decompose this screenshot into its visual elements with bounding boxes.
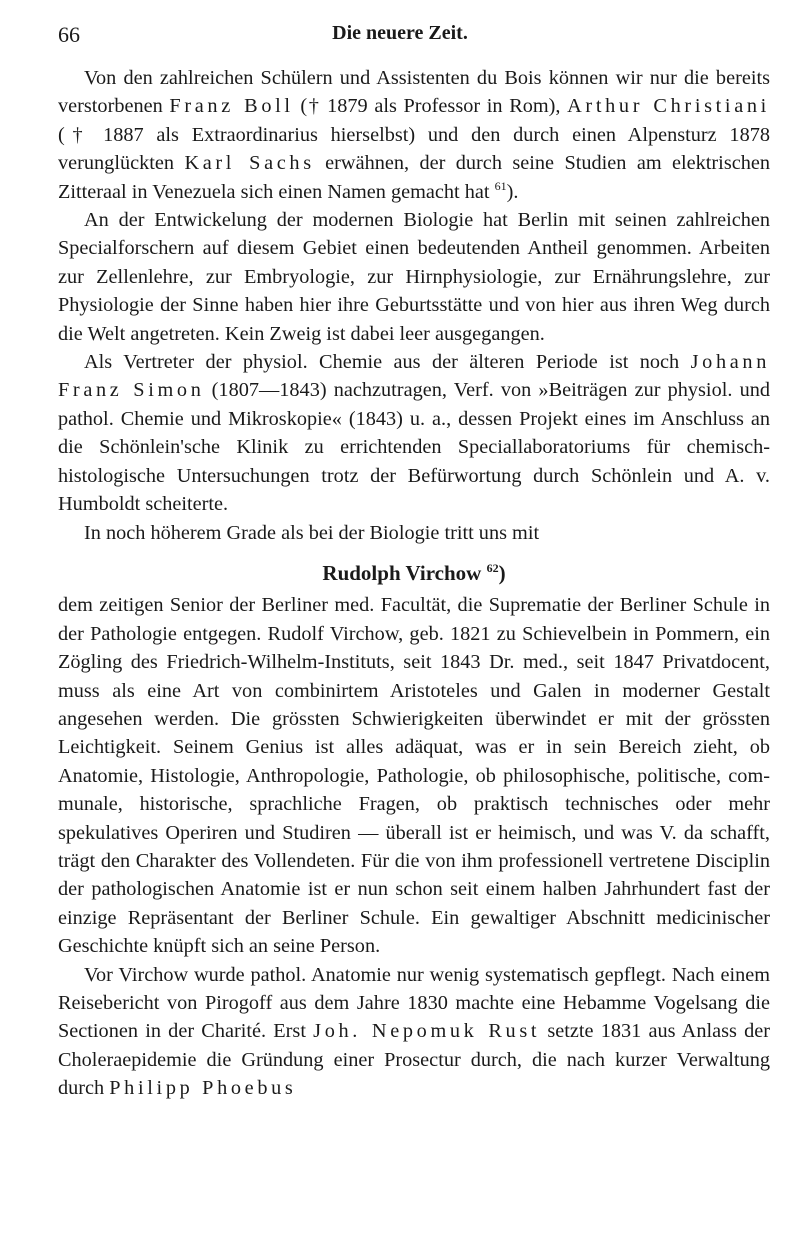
running-title: Die neuere Zeit.	[332, 22, 468, 44]
page-number: 66	[58, 22, 80, 47]
text-run: († 1887 als Extraordinarius hierselbst) und den durch einen Alpensturz 1878 verunglückten	[58, 123, 770, 175]
page-header	[0, 22, 800, 50]
body-text	[58, 64, 770, 1103]
text-run: Als Vertreter der physiol. Chemie aus der älteren Periode ist noch	[84, 351, 691, 374]
text-run: († 1879 als Professor in Rom),	[293, 95, 568, 118]
text-run: Rudolph Virchow	[322, 560, 487, 585]
person-name: Franz Boll	[169, 95, 294, 118]
paragraph	[58, 348, 770, 518]
paragraph	[58, 206, 770, 348]
text-run: setzte 1831 aus Anlass der Choleraepidemie die Gründung einer Prosectur durch, die nach kurzer Verwaltung durch	[58, 1020, 770, 1100]
person-name: Joh. Nepomuk Rust	[313, 1020, 541, 1043]
text-run: )	[498, 560, 506, 585]
paragraph	[58, 64, 770, 206]
text-run: Vor Virchow wurde pathol. Anatomie nur wenig systematisch gepflegt. Nach einem Reisebericht von Pirogoff aus dem Jahre 1830 machte eine Hebamme Vogelsang die Sectionen in der Charité. Erst	[58, 963, 770, 1043]
footnote-ref: 61	[494, 178, 507, 193]
person-name: Johann Franz Simon	[58, 351, 770, 402]
person-name: Karl Sachs	[184, 152, 315, 175]
paragraph	[58, 961, 770, 1103]
text-run: dem zeitigen Senior der Berliner med. Facultät, die Suprematie der Berliner Schule in der Pathologie entgegen. Rudolf Virchow, geb. 1821 zu Schievelbein in Pommern, ein Zögling des Friedrich-Wilhelm-Instituts, seit 1843 Dr. med., seit 1847 Privatdocent, muss als eine Art von combinirtem Aristoteles und Galen in moderner Gestalt angesehen werden. Die grössten Schwierigkeiten überwindet er mit der grössten Leichtigkeit. Seinem Genius ist alles adäquat, was er in sein Bereich zieht, ob Anatomie, Histologie, Anthropologie, Pathologie, ob philosophische, politische, communale, historische, sprachliche Fragen, ob praktisch technisches oder mehr spekulatives Operiren und Studiren — überall ist er heimisch, und was V. da schafft, trägt den Charakter des Vollendeten. Für die von ihm professionell vertretene Disciplin der pathologischen Anatomie ist er nun schon seit einem halben Jahrhundert fast der einzige Repräsentant der Berliner Schule. Ein gewaltiger Abschnitt medicinischer Geschichte knüpft sich an seine Person.	[58, 594, 770, 958]
section-heading	[58, 559, 770, 587]
paragraph	[58, 519, 770, 547]
paragraph	[58, 591, 770, 960]
text-run: erwähnen, der durch seine Studien am elektrischen Zitteraal in Venezuela sich einen Namen gemacht hat	[58, 152, 770, 203]
text-run: ).	[506, 180, 519, 203]
text-run: Von den zahlreichen Schülern und Assistenten du Bois können wir nur die bereits verstorbenen	[58, 67, 770, 118]
text-run: An der Entwickelung der modernen Biologie hat Berlin mit seinen zahlreichen Specialforschern auf diesem Gebiet einen bedeutenden Antheil genommen. Arbeiten zur Zellenlehre, zur Embryologie, zur Hirnphysiologie, zur Ernährungslehre, zur Physiologie der Sinne haben hier ihre Geburtsstätte und von hier aus ihren Weg durch die Welt angetreten. Kein Zweig ist dabei leer ausgegangen.	[58, 209, 770, 345]
person-name: Arthur Christiani	[567, 95, 770, 118]
text-run: In noch höherem Grade als bei der Biologie tritt uns mit	[84, 521, 540, 544]
footnote-ref: 62	[486, 560, 499, 575]
person-name: Philipp Phoebus	[109, 1077, 297, 1100]
text-run: (1807—1843) nachzutragen, Verf. von »Beiträgen zur physiol. und pathol. Chemie und Mikroskopie« (1843) u. a., dessen Projekt eines im Anschluss an die Schönlein'sche Klinik zu errichtenden Speciallaboratoriums für chemisch-histologische Untersuchungen trotz der Befürwortung durch Schönlein und A. v. Humboldt scheiterte.	[58, 379, 770, 516]
